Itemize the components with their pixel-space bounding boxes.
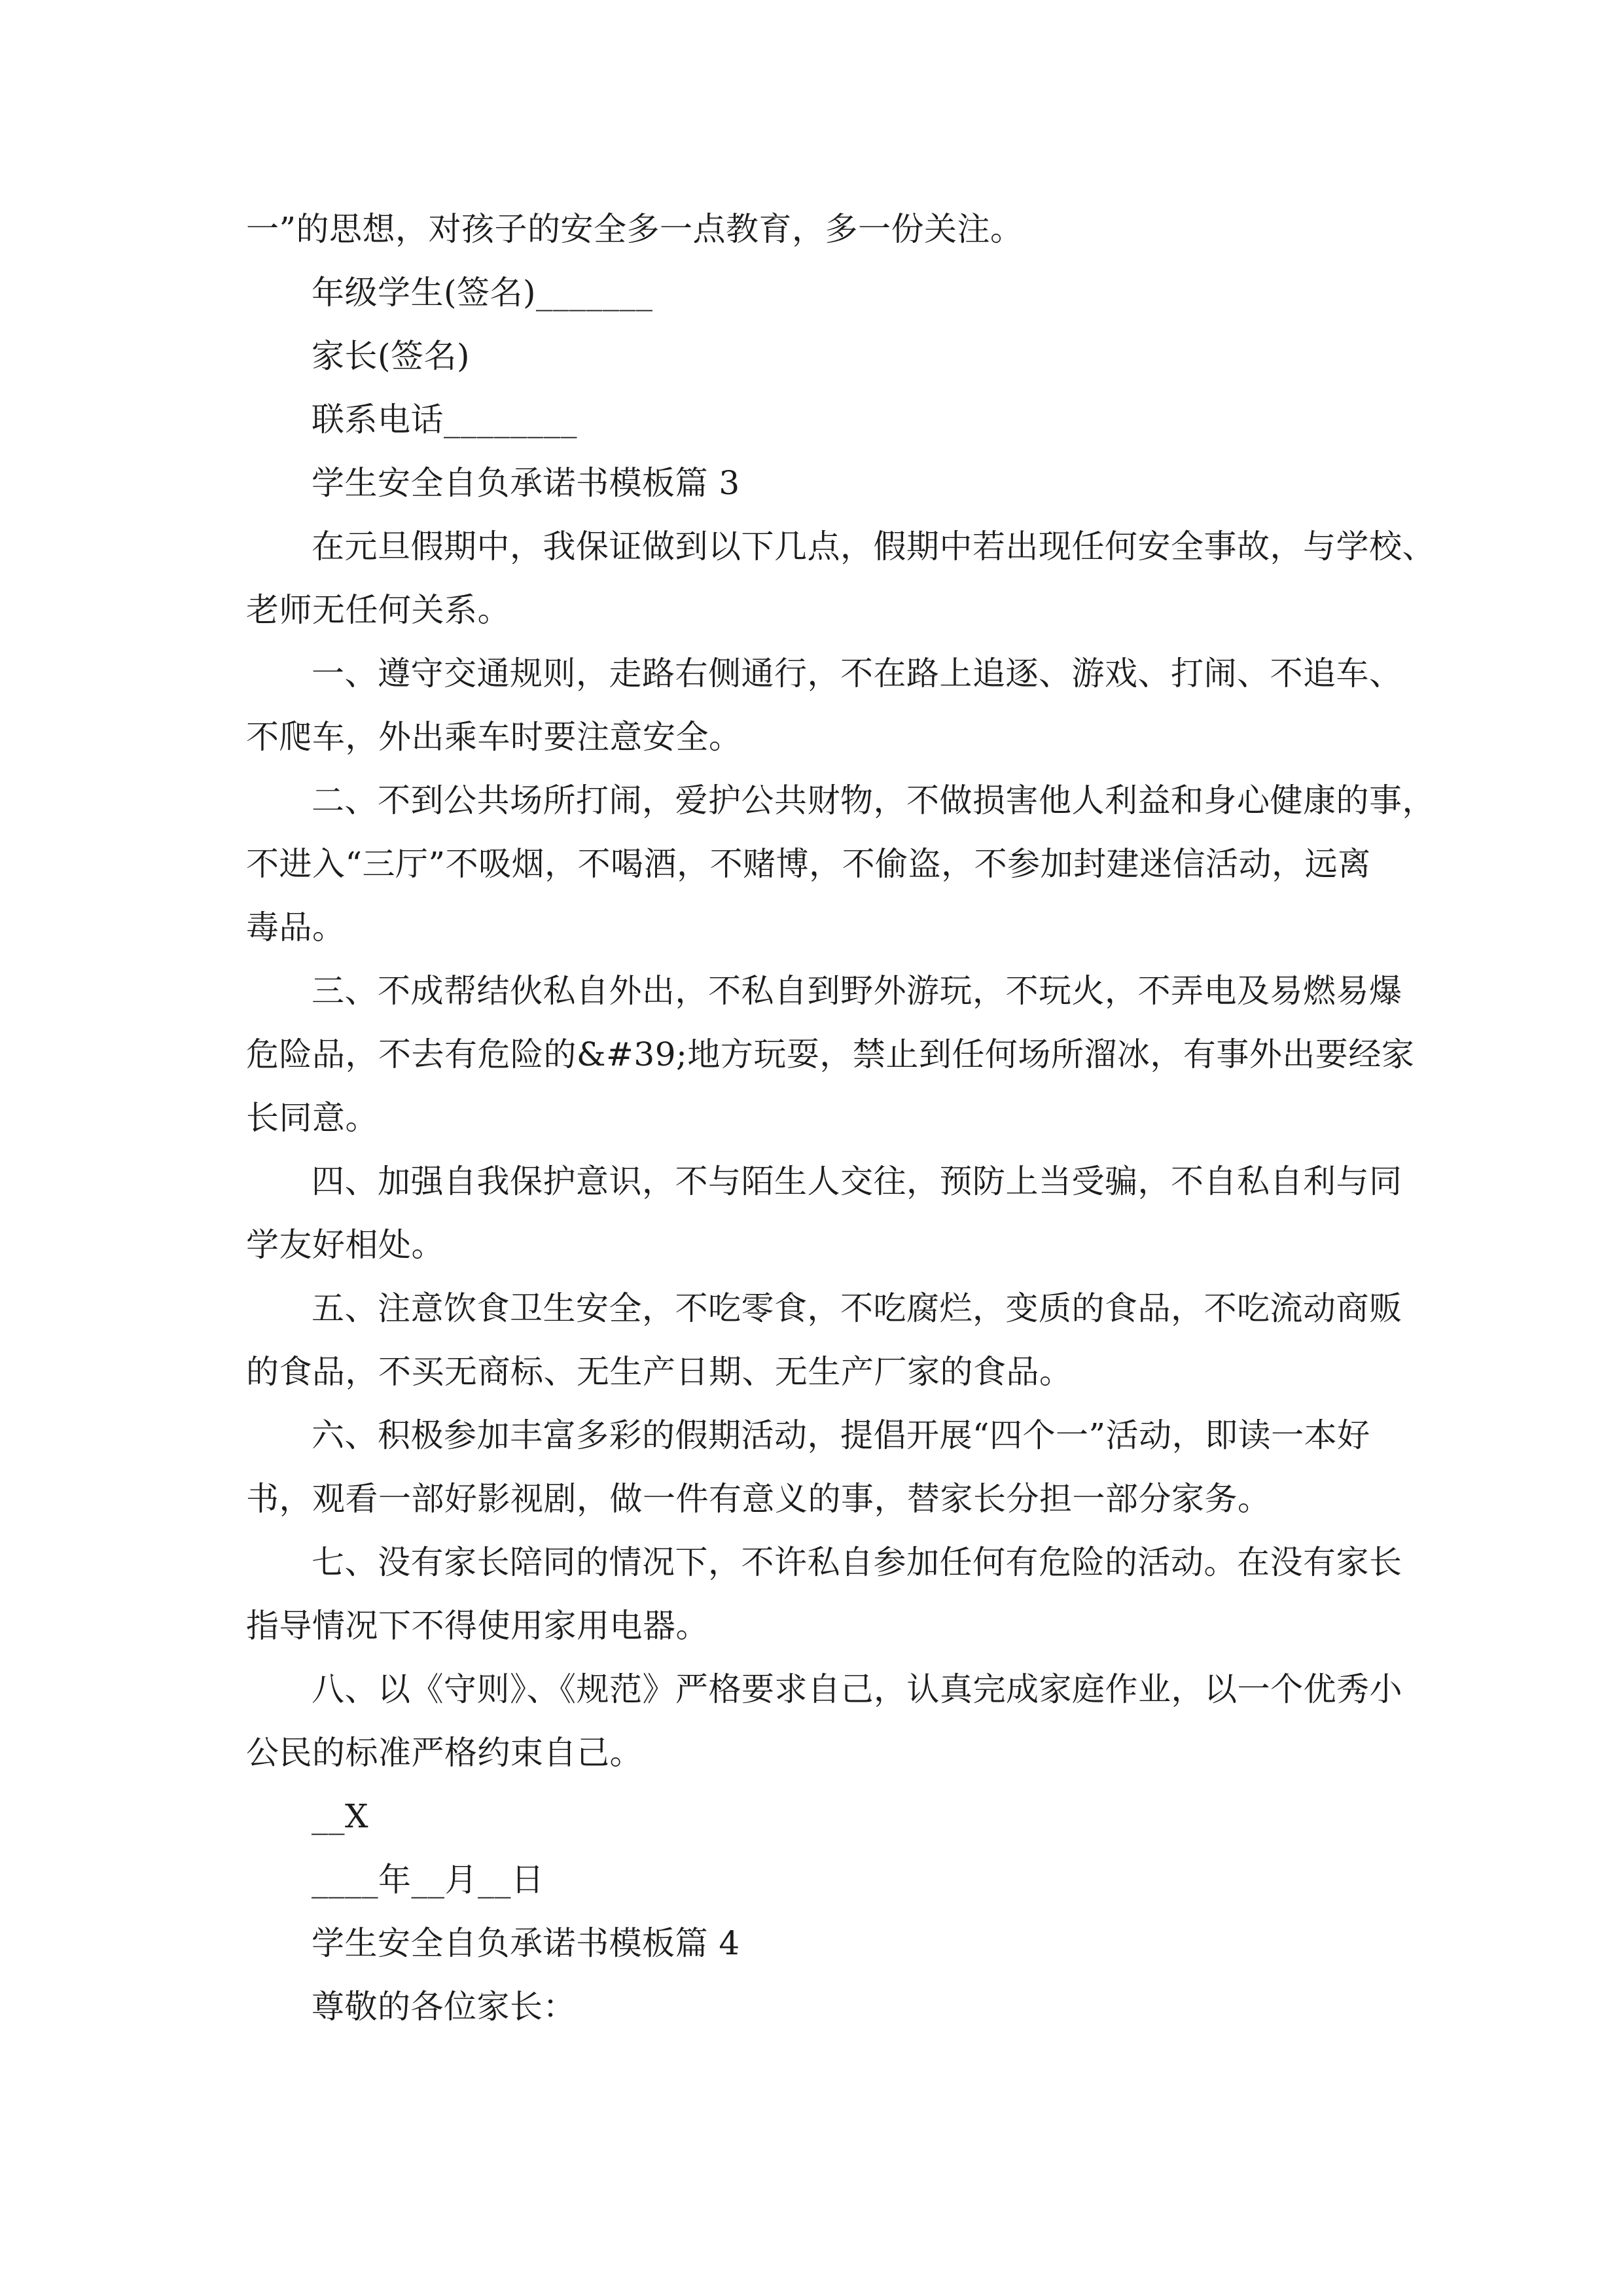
student-signature-line: 年级学生(签名)_______ <box>312 274 653 312</box>
paragraph-line: 三、不成帮结伙私自外出，不私自到野外游玩，不玩火，不弄电及易燃易爆 <box>312 972 1402 1010</box>
paragraph-line: 七、没有家长陪同的情况下，不许私自参加任何有危险的活动。在没有家长 <box>312 1543 1402 1581</box>
section-heading-3: 学生安全自负承诺书模板篇 3 <box>312 464 740 502</box>
paragraph-line: 指导情况下不得使用家用电器。 <box>246 1607 709 1645</box>
document-body <box>246 198 1435 2039</box>
paragraph-line: 八、以《守则》、《规范》严格要求自己，认真完成家庭作业，以一个优秀小 <box>312 1670 1402 1708</box>
paragraph-line: 危险品，不去有危险的&#39;地方玩耍，禁止到任何场所溜冰，有事外出要经家 <box>246 1035 1415 1073</box>
signature-name-line: __X <box>312 1797 369 1835</box>
salutation-line: 尊敬的各位家长： <box>312 1988 576 2026</box>
paragraph-line: 长同意。 <box>246 1099 378 1137</box>
paragraph-line: 二、不到公共场所打闹，爱护公共财物，不做损害他人利益和身心健康的事， <box>312 781 1435 819</box>
paragraph-line: 不进入“三厅”不吸烟，不喝酒，不赌博，不偷盗，不参加封建迷信活动，远离 <box>246 845 1371 883</box>
paragraph-line: 不爬车，外出乘车时要注意安全。 <box>246 718 742 756</box>
parent-signature-line: 家长(签名) <box>312 337 471 375</box>
paragraph-line: 书，观看一部好影视剧，做一件有意义的事，替家长分担一部分家务。 <box>246 1480 1271 1518</box>
section-heading-4: 学生安全自负承诺书模板篇 4 <box>312 1924 740 1962</box>
contact-phone-line: 联系电话________ <box>312 401 577 439</box>
paragraph-line: 六、积极参加丰富多彩的假期活动，提倡开展“四个一”活动，即读一本好 <box>312 1416 1370 1454</box>
paragraph-line: 学友好相处。 <box>246 1226 444 1264</box>
paragraph-line: 老师无任何关系。 <box>246 591 510 629</box>
paragraph-line: 四、加强自我保护意识，不与陌生人交往，预防上当受骗，不自私自利与同 <box>312 1162 1402 1200</box>
paragraph-line: 在元旦假期中，我保证做到以下几点，假期中若出现任何安全事故，与学校、 <box>312 528 1435 565</box>
paragraph-line: 五、注意饮食卫生安全，不吃零食，不吃腐烂，变质的食品，不吃流动商贩 <box>312 1289 1402 1327</box>
paragraph-line: 的食品，不买无商标、无生产日期、无生产厂家的食品。 <box>246 1353 1073 1391</box>
paragraph-line: 一”的思想，对孩子的安全多一点教育，多一份关注。 <box>246 210 1024 248</box>
date-line: ____年__月__日 <box>312 1861 544 1899</box>
paragraph-line: 毒品。 <box>246 908 346 946</box>
paragraph-line: 公民的标准严格约束自己。 <box>246 1734 643 1772</box>
paragraph-line: 一、遵守交通规则，走路右侧通行，不在路上追逐、游戏、打闹、不追车、 <box>312 655 1402 692</box>
